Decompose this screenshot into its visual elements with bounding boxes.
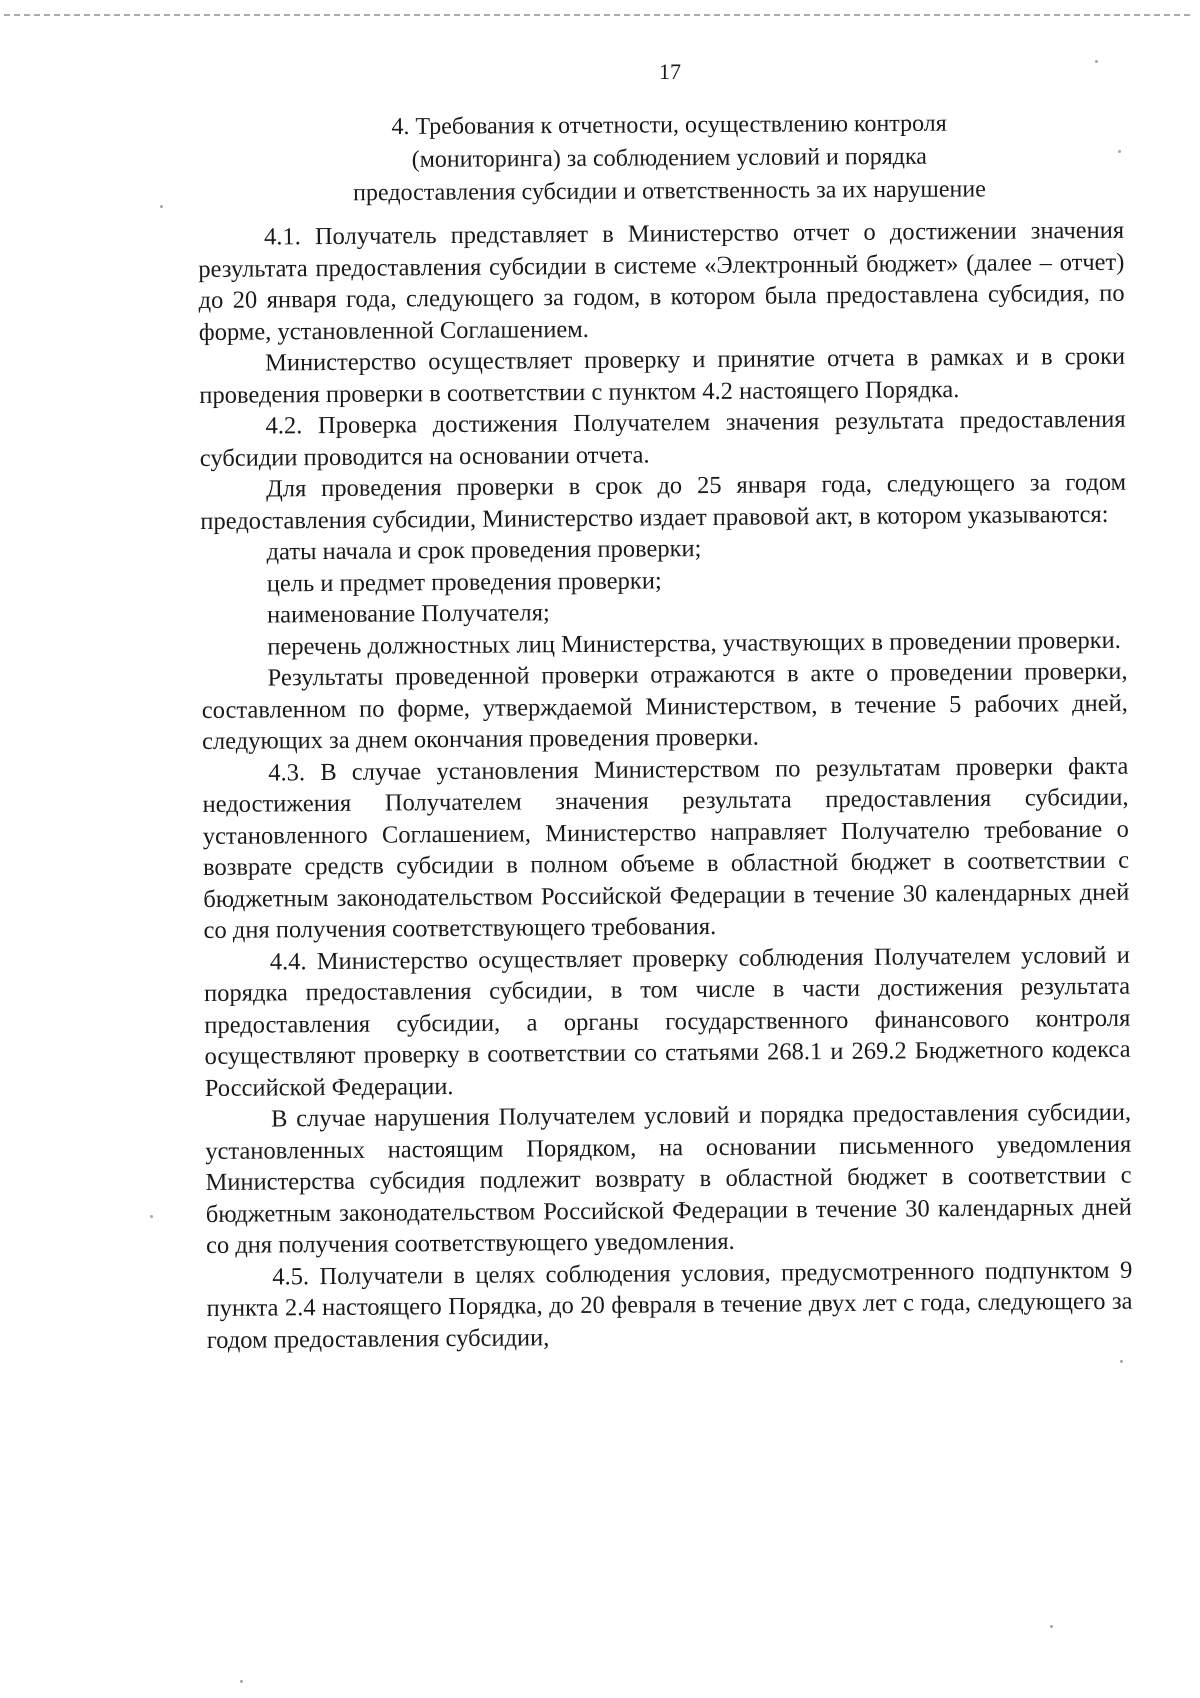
paragraph-4-2: 4.2. Проверка достижения Получателем значения результата предоставления субсидии проводится на основании отчета. [199, 405, 1126, 472]
list-item: перечень должностных лиц Министерства, участвующих в проведении проверки. [267, 626, 1121, 660]
scan-speck [1118, 150, 1121, 153]
list-item: даты начала и срок проведения проверки; [266, 535, 702, 566]
section-heading-line-3: предоставления субсидии и ответственность за их нарушение [353, 176, 986, 207]
scan-speck [240, 1680, 243, 1683]
page-number: 17 [659, 59, 681, 84]
scan-speck [1120, 1360, 1123, 1363]
section-heading [230, 107, 1109, 211]
scan-top-edge [4, 14, 1190, 16]
list-item: цель и предмет проведения проверки; [266, 566, 662, 597]
paragraph-4-1: 4.1. Получатель представляет в Министерство отчет о достижении значения результата предоставления субсидии в системе «Электронный бюджет» (далее – отчет) до 20 января года, следующего за годом, в котором была предоставлена субсидия, по форме, установленной Соглашением. [198, 216, 1125, 346]
scan-speck [160, 205, 163, 208]
scan-speck [150, 1215, 153, 1218]
scan-speck [1050, 1625, 1053, 1628]
paragraph-4-5: 4.5. Получатели в целях соблюдения условия, предусмотренного подпунктом 9 пункта 2.4 настоящего Порядка, до 20 февраля в течение двух лет с года, следующего за годом предоставления субсидии, [206, 1256, 1133, 1354]
paragraph-report-check: Министерство осуществляет проверку и принятие отчета в рамках и в сроки проведения проверки в соответствии с пунктом 4.2 настоящего Порядка. [199, 342, 1126, 409]
paragraph-violation: В случае нарушения Получателем условий и порядка предоставления субсидии, установленных настоящим Порядком, на основании письменного уведомления Министерства субсидия подлежит возврату в областной бюджет в соответствии с бюджетным законодательством Российской Федерации в течение 30 календарных дней со дня получения соответствующего уведомления. [205, 1098, 1132, 1259]
paragraph-legal-act: Для проведения проверки в срок до 25 января года, следующего за годом предоставления субсидии, Министерство издает правовой акт, в котором указываются: [200, 468, 1127, 535]
paragraph-check-results: Результаты проведенной проверки отражаются в акте о проведении проверки, составленном по форме, утверждаемой Министерством, в течение 5 рабочих дней, следующих за днем окончания проведения проверки. [201, 657, 1128, 755]
paragraph-4-4: 4.4. Министерство осуществляет проверку соблюдения Получателем условий и порядка предоставления субсидии, в том числе в части достижения результата предоставления субсидии, а органы государственного финансового контроля осуществляют проверку в соответствии со статьями 268.1 и 269.2 Бюджетного кодекса Российской Федерации. [203, 941, 1131, 1102]
list-item: наименование Получателя; [266, 599, 550, 629]
scan-speck [1095, 60, 1098, 63]
body-text [198, 215, 1133, 1356]
section-heading-line-1: 4. Требования к отчетности, осуществлению контроля [391, 110, 947, 141]
paragraph-4-3: 4.3. В случае установления Министерством по результатам проверки факта недостижения Получателем значения результата предоставления субсидии, установленного Соглашением, Министерство направляет Получателю требование о возврате средств субсидии в полном объеме в областной бюджет в соответствии с бюджетным законодательством Российской Федерации в течение 30 календарных дней со дня получения соответствующего требования. [202, 752, 1130, 944]
section-heading-line-2: (мониторинга) за соблюдением условий и порядка [411, 143, 927, 173]
